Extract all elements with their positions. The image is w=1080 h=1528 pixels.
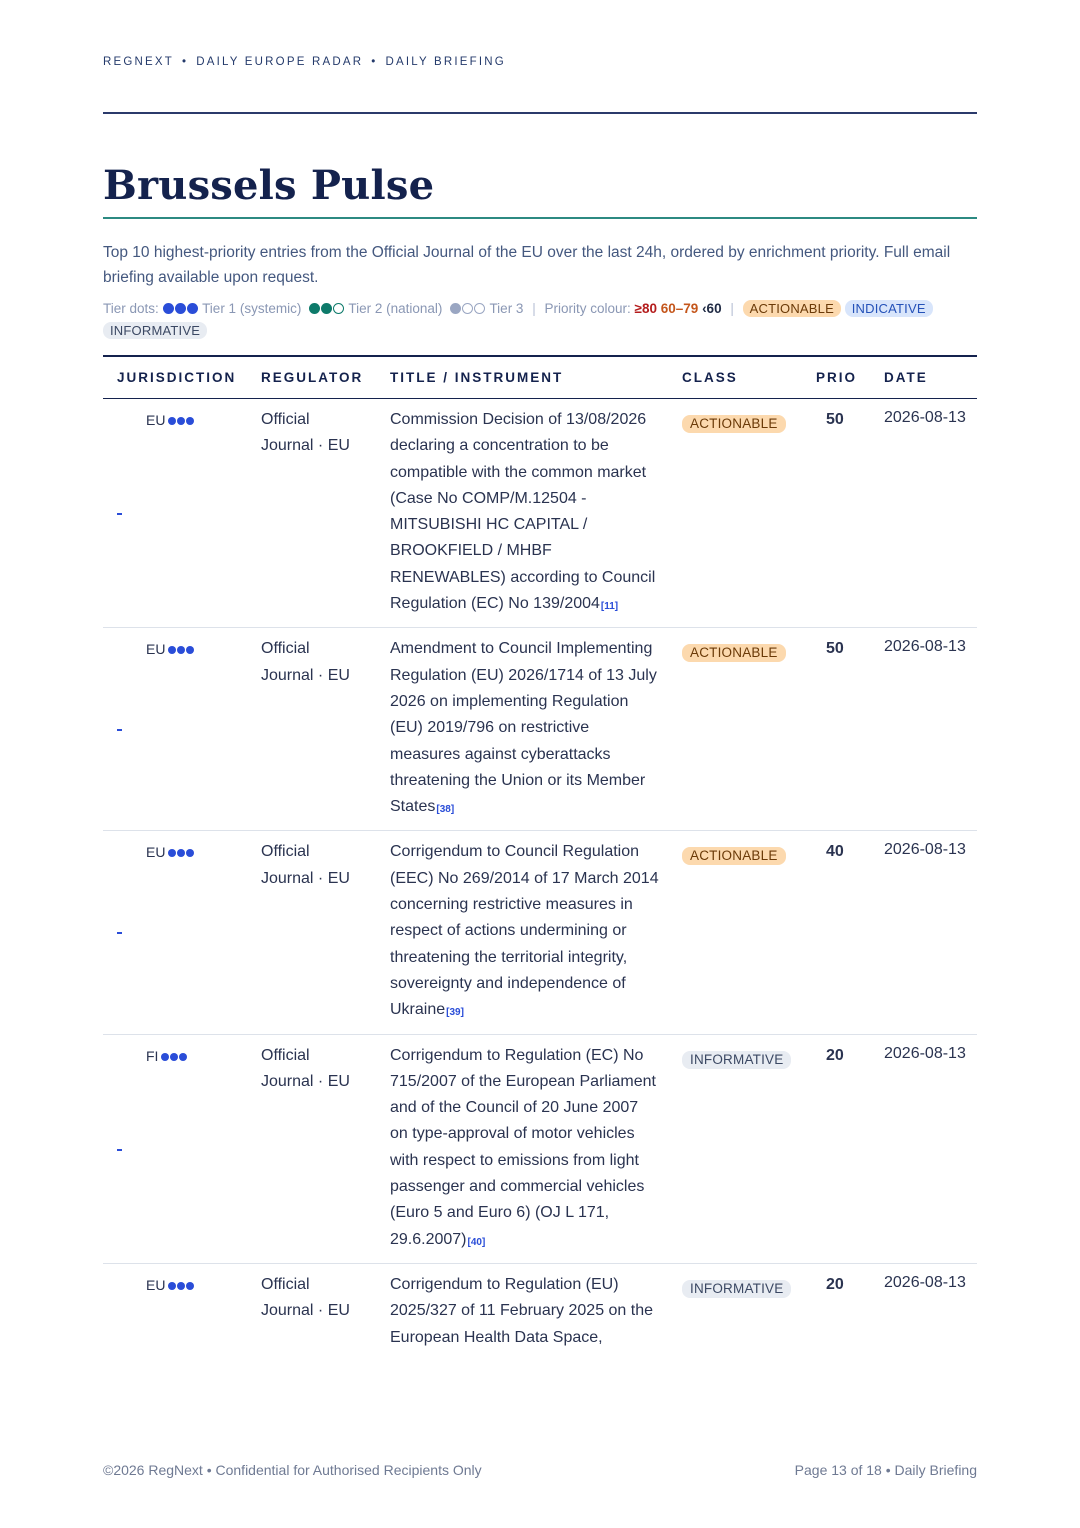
table-row (103, 399, 977, 628)
footnote-ref-link[interactable]: [11] (600, 601, 619, 613)
jurisdiction-code: EU (146, 1276, 166, 1293)
row-marker (117, 513, 122, 515)
header-section: DAILY EUROPE RADAR (196, 56, 364, 68)
row-marker (117, 729, 122, 731)
legend-tier2: Tier 2 (national) (348, 301, 443, 316)
tier1-dots-icon (163, 301, 199, 316)
jurisdiction-cell (103, 628, 261, 831)
regulator-cell: Official Journal · EU (261, 399, 390, 628)
header-rule (103, 112, 977, 114)
class-badge-informative: INFORMATIVE (103, 322, 207, 339)
class-badge: ACTIONABLE (682, 644, 786, 662)
tier3-dots-icon (450, 301, 486, 316)
tier1-dots-icon (168, 1273, 195, 1299)
class-badge: ACTIONABLE (682, 847, 786, 865)
jurisdiction-code: FI (146, 1047, 159, 1064)
jurisdiction-cell (103, 399, 261, 628)
footer-page-info: Page 13 of 18 • Daily Briefing (794, 1462, 977, 1478)
title-cell (390, 399, 682, 628)
class-badge-indicative: INDICATIVE (845, 300, 933, 317)
regulator-cell: Official Journal · EU (261, 628, 390, 831)
jurisdiction-code: EU (146, 844, 166, 861)
jurisdiction-code: EU (146, 412, 166, 428)
legend-priority-label: Priority colour: (544, 301, 631, 316)
col-header-class: CLASS (682, 356, 816, 399)
table-row (103, 628, 977, 831)
jurisdiction-code: EU (146, 641, 166, 658)
tier1-dots-icon (168, 408, 195, 434)
footnote-ref-link[interactable]: [38] (436, 804, 455, 816)
class-badge: ACTIONABLE (682, 415, 786, 433)
title-rule (103, 217, 977, 219)
regulator-cell: Official Journal · EU (261, 1275, 350, 1320)
table-header-row (103, 356, 977, 399)
col-header-prio: PRIO (816, 356, 884, 399)
intro-text: Top 10 highest-priority entries from the Official Journal of the EU over the last 24h, ordered by enrichment priority. Full email briefing available upon request. (103, 244, 951, 286)
table-row (103, 1263, 977, 1357)
tier1-dots-icon (168, 637, 195, 663)
running-header (103, 56, 506, 68)
header-separator: • (371, 56, 378, 68)
row-marker (117, 1149, 122, 1151)
class-cell (682, 1034, 816, 1263)
legend-tier3: Tier 3 (489, 301, 524, 316)
class-cell (682, 831, 816, 1034)
title-cell (390, 1263, 682, 1357)
class-cell (682, 628, 816, 831)
priority-mid: 60–79 (660, 301, 699, 316)
title-cell (390, 831, 682, 1034)
priority-low: ‹60 (702, 301, 722, 316)
class-badge: INFORMATIVE (682, 1280, 791, 1298)
date-cell: 2026-08-13 (884, 399, 977, 628)
class-cell (682, 1263, 816, 1357)
entry-title: Corrigendum to Council Regulation (EEC) No 269/2014 of 17 March 2014 concerning restrictive measures in respect of actions undermining or threatening the territorial integrity, sovereignty and independence of Ukraine (390, 843, 659, 1019)
date-cell: 2026-08-13 (884, 1273, 966, 1291)
jurisdiction-cell (103, 831, 261, 1034)
footer-copyright: ©2026 RegNext • Confidential for Authorised Recipients Only (103, 1462, 482, 1478)
class-cell (682, 399, 816, 628)
prio-cell: 50 (816, 628, 884, 831)
header-doc-type: DAILY BRIEFING (385, 56, 506, 68)
date-cell: 2026-08-13 (884, 628, 977, 831)
entry-title: Amendment to Council Implementing Regulation (EU) 2026/1714 of 13 July 2026 on implementing Regulation (EU) 2019/796 on restrictive measures against cyberattacks threatening the Union or its Member States (390, 640, 657, 816)
col-header-title: TITLE / INSTRUMENT (390, 356, 682, 399)
row-marker (117, 932, 122, 934)
legend-tier-label: Tier dots: (103, 301, 159, 316)
footnote-ref-link[interactable]: [40] (467, 1236, 486, 1248)
title-cell (390, 1034, 682, 1263)
entry-title: Commission Decision of 13/08/2026 declaring a concentration to be compatible with the common market (Case No COMP/M.12504 - MITSUBISHI HC CAPITAL / BROOKFIELD / MHBF RENEWABLES) according to Council Regulation (EC) No 139/2004 (390, 411, 656, 613)
tier2-dots-icon (309, 301, 345, 316)
date-cell: 2026-08-13 (884, 831, 977, 1034)
col-header-jurisdiction: JURISDICTION (103, 356, 261, 399)
table-row (103, 831, 977, 1034)
prio-cell: 20 (816, 1034, 884, 1263)
entries-table (103, 355, 977, 1358)
header-brand: REGNEXT (103, 56, 174, 68)
class-badge-actionable: ACTIONABLE (743, 300, 841, 317)
col-header-date: DATE (884, 356, 977, 399)
legend (103, 298, 977, 342)
prio-cell: 50 (816, 399, 884, 628)
jurisdiction-cell (103, 1034, 261, 1263)
legend-pipe: | (532, 301, 536, 316)
legend-pipe: | (730, 301, 734, 316)
regulator-cell: Official Journal · EU (261, 1034, 390, 1263)
entry-title: Corrigendum to Regulation (EC) No 715/2007 of the European Parliament and of the Council of 20 June 2007 on type-approval of motor vehicles with respect to emissions from light passenger and commercial vehicles (Euro 5 and Euro 6) (OJ L 171, 29.6.2007) (390, 1046, 656, 1248)
footnote-ref-link[interactable]: [39] (446, 1007, 464, 1019)
table-row (103, 1034, 977, 1263)
prio-cell: 40 (816, 831, 884, 1034)
jurisdiction-cell (103, 1263, 261, 1357)
prio-cell: 20 (826, 1275, 844, 1293)
col-header-regulator: REGULATOR (261, 356, 390, 399)
entry-title: Corrigendum to Regulation (EU) 2025/327 of 11 February 2025 on the European Health Data Space, (390, 1275, 654, 1346)
title-cell (390, 628, 682, 831)
tier1-dots-icon (161, 1044, 188, 1070)
page-title: Brussels Pulse (103, 162, 435, 209)
tier1-dots-icon (168, 840, 195, 866)
regulator-cell: Official Journal · EU (261, 831, 390, 1034)
date-cell: 2026-08-13 (884, 1034, 977, 1263)
header-separator: • (182, 56, 189, 68)
legend-tier1: Tier 1 (systemic) (202, 301, 302, 316)
class-badge: INFORMATIVE (682, 1051, 791, 1069)
priority-high: ≥80 (634, 301, 657, 316)
